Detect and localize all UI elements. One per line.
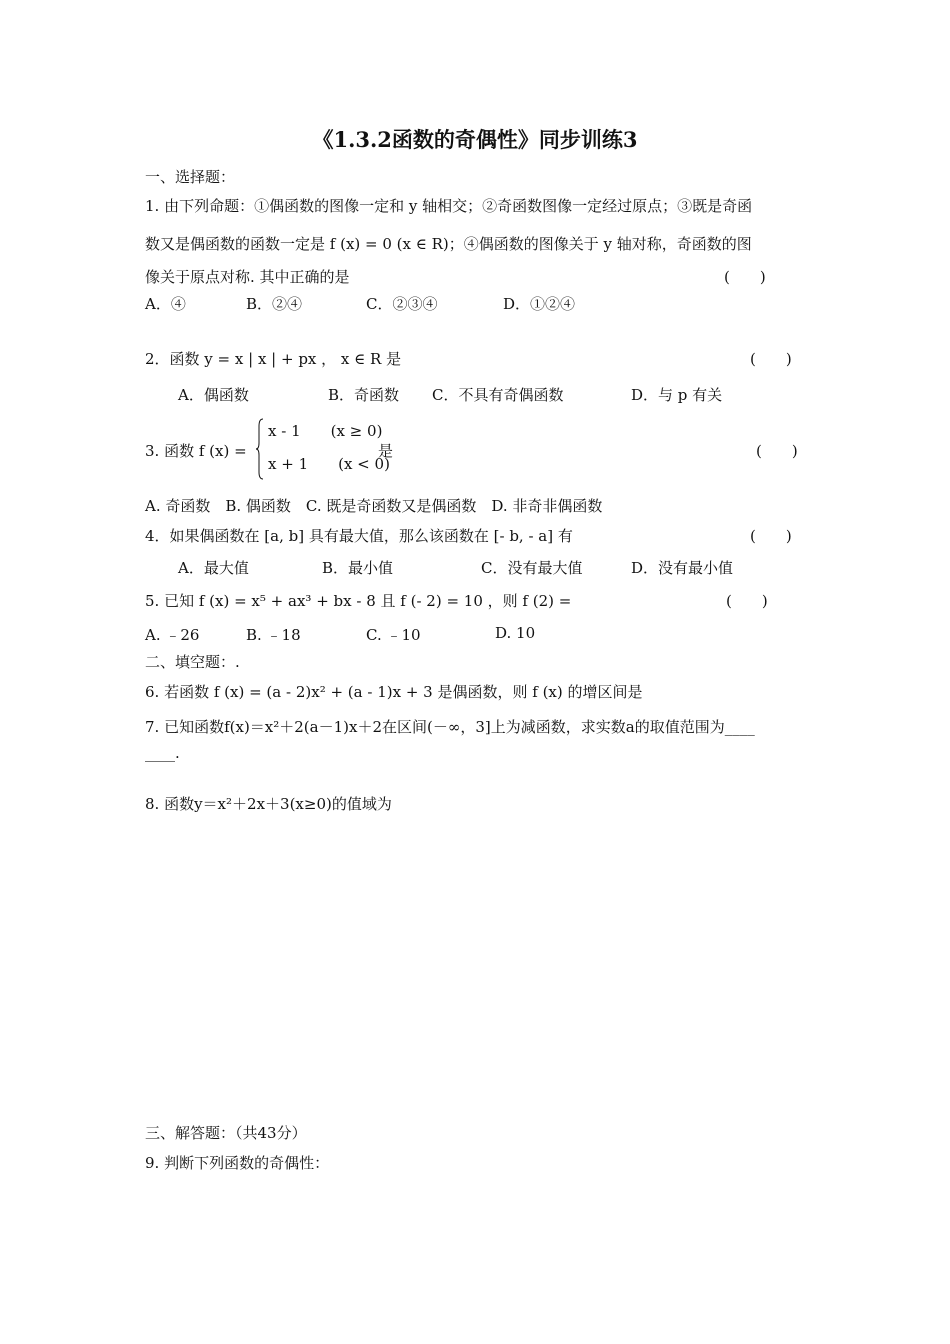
q8-text: 8. 函数y＝x²＋2x＋3(x≥0)的值域为 [145,795,392,813]
q3-case-1: x - 1 (x ≥ 0) [268,422,383,440]
q3-options: A. 奇函数 B. 偶函数 C. 既是奇函数又是偶函数 D. 非奇非偶函数 [145,497,603,515]
q1-line-3: 像关于原点对称. 其中正确的是 [145,268,350,286]
piecewise-brace-icon [256,418,264,480]
q1-line-2: 数又是偶函数的函数一定是 f (x) = 0 (x ∈ R)；④偶函数的图像关于 y 轴对称，奇函数的图 [145,235,752,253]
q7-line-2: ____. [145,744,180,762]
q4-text: 4．如果偶函数在 [a, b] 具有最大值，那么该函数在 [- b, - a] 有 [145,527,573,545]
q7-line-1: 7. 已知函数f(x)＝x²＋2(a－1)x＋2在区间(－∞，3]上为减函数，求实数a的取值范围为____ [145,718,755,736]
q2-option-b: B．奇函数 [328,386,400,404]
q5-option-c: C. ﹣10 [366,626,421,644]
section-answer-heading: 三、解答题：（共43分） [145,1124,307,1142]
q5-option-a: A. ﹣26 [145,626,200,644]
q2-option-d: D．与 p 有关 [631,386,723,404]
section-choice-heading: 一、选择题： [145,168,236,186]
q5-text: 5. 已知 f (x) = x⁵ + ax³ + bx - 8 且 f (- 2) = 10 ，则 f (2) = [145,592,572,610]
q2-option-a: A．偶函数 [178,386,249,404]
page-title: 《1.3.2函数的奇偶性》同步训练3 [312,127,638,152]
q1-option-b: B．②④ [246,295,303,313]
q3-suffix: 是 [378,442,394,460]
q4-option-a: A．最大值 [178,559,249,577]
q4-answer-paren: ( ) [750,527,792,545]
q5-option-d: D. 10 [495,624,536,642]
q3-case-2: x + 1 (x < 0) [268,455,390,473]
section-fill-heading: 二、填空题：. [145,653,240,671]
q3-prefix: 3. 函数 f (x) = [145,442,247,460]
q4-option-c: C．没有最大值 [481,559,583,577]
q2-text: 2．函数 y = x | x | + px ， x ∈ R 是 [145,350,402,368]
q5-option-b: B. ﹣18 [246,626,301,644]
q4-option-b: B．最小值 [322,559,394,577]
q1-line-1: 1. 由下列命题：①偶函数的图像一定和 y 轴相交；②奇函数图像一定经过原点；③既是奇函 [145,197,753,215]
q1-option-a: A．④ [145,295,186,313]
q2-option-c: C．不具有奇偶函数 [432,386,564,404]
q1-answer-paren: ( ) [724,268,766,286]
q4-option-d: D．没有最小值 [631,559,734,577]
q5-answer-paren: ( ) [726,592,768,610]
q2-answer-paren: ( ) [750,350,792,368]
q1-option-c: C．②③④ [366,295,438,313]
q6-text: 6. 若函数 f (x) = (a - 2)x² + (a - 1)x + 3 是偶函数，则 f (x) 的增区间是 [145,683,643,701]
q9-text: 9. 判断下列函数的奇偶性： [145,1154,330,1172]
q1-option-d: D．①②④ [503,295,576,313]
q3-answer-paren: ( ) [756,442,798,460]
